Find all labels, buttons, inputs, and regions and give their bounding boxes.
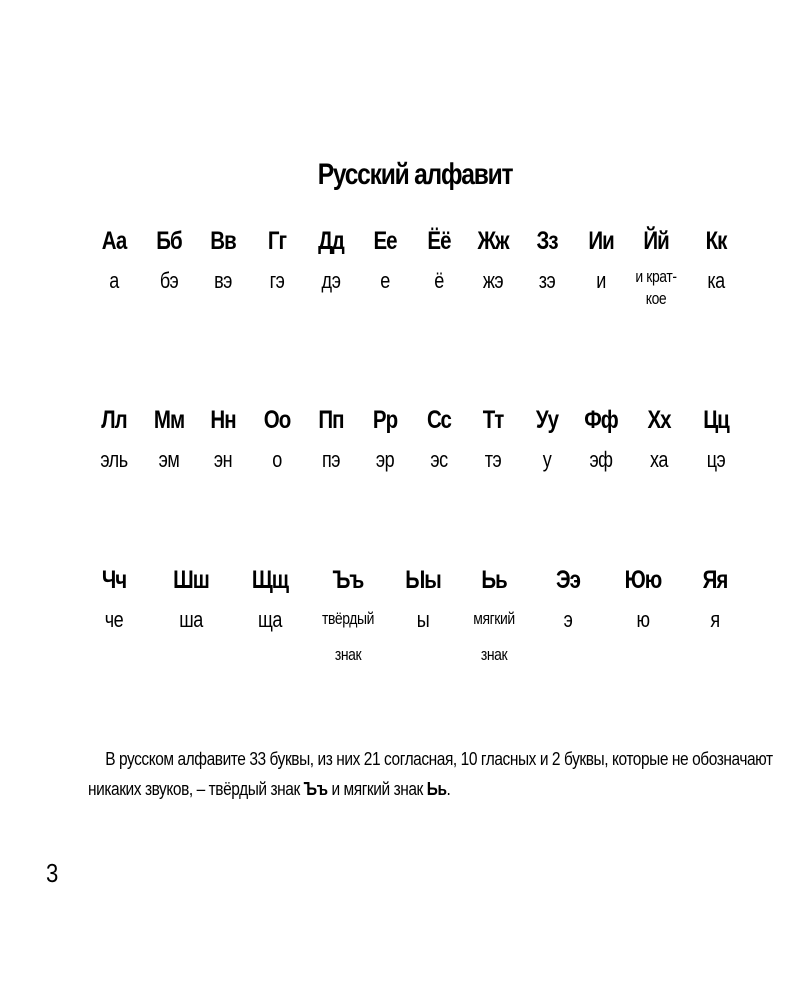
letter-name: ё [434, 268, 444, 293]
letter-name: а [109, 268, 119, 293]
letter-pair: Ээ [556, 566, 580, 594]
letter-pair: Аа [101, 227, 127, 255]
note-line-2-middle: и мягкий знак [327, 779, 427, 799]
letter-pair: Кк [705, 227, 727, 255]
alphabet-row-3 [0, 565, 800, 695]
letter-pair: Чч [101, 566, 127, 594]
alphabet-note [88, 744, 773, 804]
letter-pair: Ии [588, 227, 614, 255]
letter-pair: Ее [373, 227, 397, 255]
letter-pair: Шш [173, 566, 209, 594]
hard-sign-letters: Ъъ [303, 779, 328, 799]
letter-name: ка [707, 268, 725, 293]
letter-pair: Уу [535, 406, 559, 434]
note-line-1: В русском алфавите 33 буквы, из них 21 согласная, 10 гласных и 2 буквы, которые не обозначают [105, 749, 773, 769]
letter-pair: Мм [153, 406, 185, 434]
letter-name: е [380, 268, 390, 293]
letter-cell [74, 565, 154, 631]
letter-name: бэ [159, 268, 179, 293]
letter-name: дэ [321, 268, 341, 293]
letter-pair: Зз [536, 227, 558, 255]
letter-name: эм [158, 447, 180, 472]
letter-pair: Щщ [251, 566, 289, 594]
letter-cell [675, 565, 755, 631]
letter-name: пэ [321, 447, 340, 472]
letter-name: ю [636, 607, 650, 632]
letter-name: ы [416, 607, 430, 632]
letter-name: и крат- кое [635, 267, 677, 308]
letter-pair: Оо [263, 406, 291, 434]
letter-cell [383, 565, 463, 631]
letter-pair: Жж [477, 227, 509, 255]
letter-pair: Яя [702, 566, 728, 594]
letter-name: гэ [269, 268, 285, 293]
letter-pair: Рр [372, 406, 398, 434]
letter-name: зэ [538, 268, 556, 293]
letter-name: эр [375, 447, 395, 472]
note-line-2 [88, 774, 673, 804]
letter-pair: Тт [482, 406, 504, 434]
letter-cell [454, 565, 534, 673]
letter-name: твёрдый знак [321, 609, 375, 664]
page-number: 3 [46, 858, 59, 888]
alphabet-row-1 [0, 226, 800, 356]
letter-name: мягкий знак [473, 609, 515, 664]
letter-cell [603, 565, 683, 631]
letter-name: жэ [482, 268, 504, 293]
letter-pair: Йй [643, 227, 669, 255]
letter-name: вэ [214, 268, 232, 293]
letter-cell [151, 565, 231, 631]
letter-pair: Ёё [427, 227, 451, 255]
letter-pair: Бб [156, 227, 182, 255]
letter-name: я [710, 607, 720, 632]
letter-pair: Цц [703, 406, 729, 434]
letter-name: и [596, 268, 606, 293]
letter-name: цэ [706, 447, 726, 472]
letter-pair: Лл [101, 406, 127, 434]
letter-pair: Ыы [405, 566, 441, 594]
letter-name: у [542, 447, 552, 472]
letter-name: тэ [484, 447, 502, 472]
letter-pair: Фф [584, 406, 618, 434]
letter-name: эф [589, 447, 613, 472]
letter-cell [676, 226, 756, 292]
alphabet-row-2 [0, 405, 800, 535]
letter-name: эн [213, 447, 233, 472]
letter-pair: Хх [647, 406, 671, 434]
letter-cell [308, 565, 388, 673]
letter-pair: Нн [210, 406, 236, 434]
note-line-2-start: никаких звуков, – твёрдый знак [88, 779, 304, 799]
letter-pair: Гг [267, 227, 287, 255]
letter-pair: Ьь [481, 566, 507, 594]
letter-name: ща [258, 607, 282, 632]
letter-pair: Вв [210, 227, 236, 255]
letter-name: э [563, 607, 573, 632]
letter-cell [676, 405, 756, 471]
note-line-2-end: . [446, 779, 451, 799]
letter-pair: Юю [624, 566, 662, 594]
page-title: Русский алфавит [317, 158, 513, 191]
letter-pair: Пп [318, 406, 344, 434]
soft-sign-letters: Ьь [426, 779, 447, 799]
letter-name: ха [650, 447, 668, 472]
letter-name: ша [179, 607, 203, 632]
letter-pair: Сс [427, 406, 451, 434]
letter-pair: Дд [318, 227, 344, 255]
letter-name: эс [430, 447, 448, 472]
letter-cell [230, 565, 310, 631]
letter-cell [528, 565, 608, 631]
letter-name: эль [100, 447, 128, 472]
letter-name: че [104, 607, 124, 632]
letter-name: о [272, 447, 282, 472]
letter-pair: Ъъ [332, 566, 364, 594]
